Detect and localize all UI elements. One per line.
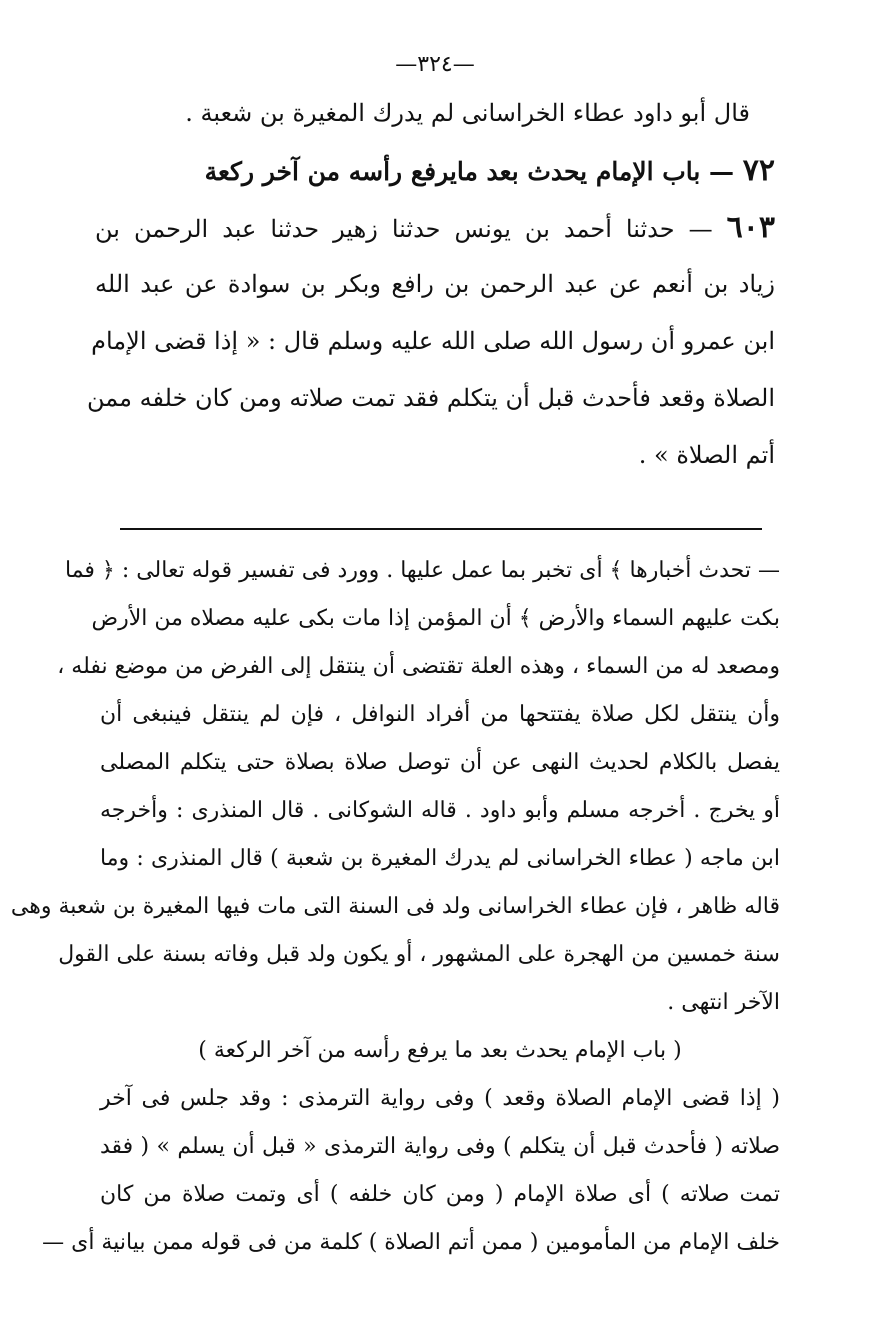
commentary-line: وأن ينتقل لكل صلاة يفتتحها من أفراد النوافل ، فإن لم ينتقل فينبغى أن: [100, 702, 780, 727]
commentary-line: ابن ماجه ( عطاء الخراسانى لم يدرك المغيرة بن شعبة ) قال المنذرى : وما: [100, 846, 780, 871]
commentary-line: أو يخرج . أخرجه مسلم وأبو داود . قاله الشوكانى . قال المنذرى : وأخرجه: [100, 798, 780, 823]
commentary-line: يفصل بالكلام لحديث النهى عن أن توصل صلاة بصلاة حتى يتكلم المصلى: [100, 750, 780, 775]
chapter-number: ٧٢: [742, 153, 775, 188]
commentary-line: الآخر انتهى .: [667, 990, 780, 1015]
narrator-note: قال أبو داود عطاء الخراسانى لم يدرك المغيرة بن شعبة .: [185, 99, 750, 127]
commentary-line: ومصعد له من السماء ، وهذه العلة تقتضى أن ينتقل إلى الفرض من موضع نفله ،: [57, 654, 780, 679]
commentary-line: صلاته ( فأحدث قبل أن يتكلم ) وفى رواية الترمذى « قبل أن يسلم » ( فقد: [100, 1134, 780, 1159]
commentary-line: بكت عليهم السماء والأرض ﴾ أن المؤمن إذا مات بكى عليه مصلاه من الأرض: [91, 606, 780, 631]
hadith-line: [95, 199, 775, 256]
commentary-line: قاله ظاهر ، فإن عطاء الخراسانى ولد فى السنة التى مات فيها المغيرة بن شعبة وهى: [10, 894, 780, 919]
hadith-number: ٦٠٣: [726, 210, 775, 245]
commentary-line: سنة خمسين من الهجرة على المشهور ، أو يكون ولد قبل وفاته بسنة على القول: [58, 942, 780, 967]
page-number: —٣٢٤—: [395, 52, 475, 77]
footnote-divider: [120, 528, 762, 530]
chapter-title: — باب الإمام يحدث بعد مايرفع رأسه من آخر ركعة: [204, 157, 735, 186]
chapter-heading: [95, 142, 775, 199]
commentary-subheading: ( باب الإمام يحدث بعد ما يرفع رأسه من آخر الركعة ): [198, 1038, 682, 1063]
hadith-line: الصلاة وقعد فأحدث قبل أن يتكلم فقد تمت صلاته ومن كان خلفه ممن: [86, 384, 775, 412]
commentary-line: خلف الإمام من المأمومين ( ممن أتم الصلاة ) كلمة من فى قوله ممن بيانية أى —: [42, 1230, 780, 1255]
commentary-line: — تحدث أخبارها ﴾ أى تخبر بما عمل عليها . وورد فى تفسير قوله تعالى : ﴿ فما: [65, 558, 780, 583]
hadith-line: زياد بن أنعم عن عبد الرحمن بن رافع وبكر بن سوادة عن عبد الله: [95, 270, 775, 298]
hadith-line-text: — حدثنا أحمد بن يونس حدثنا زهير حدثنا عبد الرحمن بن: [95, 215, 713, 243]
commentary-line: ( إذا قضى الإمام الصلاة وقعد ) وفى رواية الترمذى : وقد جلس فى آخر: [100, 1086, 780, 1111]
upper-text-block: [86, 45, 775, 484]
commentary-line: تمت صلاته ) أى صلاة الإمام ( ومن كان خلفه ) أى وتمت صلاة من كان: [100, 1182, 780, 1207]
hadith-line: أتم الصلاة » .: [638, 441, 775, 469]
hadith-line: ابن عمرو أن رسول الله صلى الله عليه وسلم قال : « إذا قضى الإمام: [91, 327, 775, 355]
commentary-block: [10, 547, 780, 1267]
